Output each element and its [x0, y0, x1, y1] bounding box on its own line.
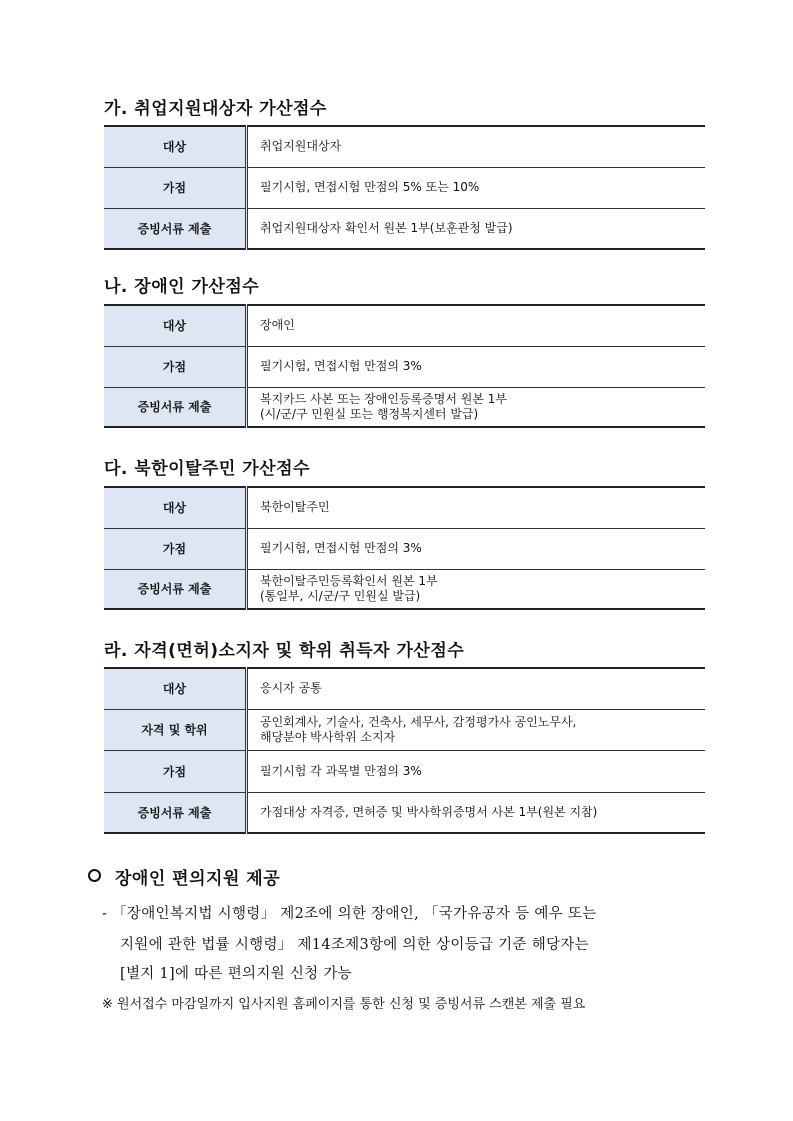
row-label: 대상	[104, 668, 247, 709]
row-value: 북한이탈주민	[260, 500, 330, 515]
section-title-qualifications: 라. 자격(면허)소지자 및 학위 취득자 가산점수	[104, 641, 465, 661]
table-row	[104, 487, 705, 528]
row-label: 대상	[104, 487, 247, 528]
row-label: 가점	[104, 167, 247, 208]
row-value: 필기시험, 면접시험 만점의 5% 또는 10%	[247, 167, 706, 208]
row-label: 가점	[104, 750, 247, 792]
row-label: 자격 및 학위	[104, 709, 247, 750]
table-row	[104, 387, 705, 427]
section-title-defectors: 다. 북한이탈주민 가산점수	[104, 459, 310, 479]
row-value: 필기시험, 면접시험 만점의 3%	[247, 346, 706, 387]
row-value-line-2: (통일부, 시/군/구 민원실 발급)	[260, 588, 421, 603]
table-row	[104, 792, 705, 833]
row-value: 가점대상 자격증, 면허증 및 박사학위증명서 사본 1부(원본 지참)	[247, 792, 706, 833]
table-row	[104, 709, 705, 750]
row-label: 가점	[104, 346, 247, 387]
row-value-line-2: (시/군/구 민원실 또는 행정복지센터 발급)	[260, 406, 479, 421]
row-label: 증빙서류 제출	[104, 792, 247, 833]
table-row	[104, 208, 705, 249]
row-label: 대상	[104, 305, 247, 346]
convenience-line-2: 지원에 관한 법률 시행령」 제14조제3항에 의한 상이등급 기준 해당자는	[120, 937, 589, 953]
table-row	[104, 668, 705, 709]
table-row	[104, 750, 705, 792]
row-value: 필기시험 각 과목별 만점의 3%	[247, 750, 706, 792]
row-value	[247, 387, 706, 427]
row-label: 증빙서류 제출	[104, 387, 247, 427]
row-label: 증빙서류 제출	[104, 208, 247, 249]
veterans-table	[104, 125, 705, 250]
convenience-line-1: - 「장애인복지법 시행령」 제2조에 의한 장애인, 「국가유공자 등 예우 또는	[102, 906, 597, 922]
row-label: 증빙서류 제출	[104, 569, 247, 609]
row-value-line-1: 북한이탈주민등록확인서 원본 1부	[260, 573, 438, 588]
disabled-table	[104, 304, 705, 428]
convenience-note: ※ 원서접수 마감일까지 입사지원 홈페이지를 통한 신청 및 증빙서류 스캔본 제출 필요	[102, 997, 586, 1012]
row-value	[247, 709, 706, 750]
section-title-disabled: 나. 장애인 가산점수	[104, 277, 260, 297]
row-value	[247, 569, 706, 609]
row-value-line-2: 해당분야 박사학위 소지자	[260, 729, 396, 744]
convenience-heading	[88, 864, 280, 889]
row-value-line-1: 공인회계사, 기술사, 건축사, 세무사, 감정평가사 공인노무사,	[260, 714, 577, 729]
table-row	[104, 569, 705, 609]
convenience-line-3: [별지 1]에 따른 편의지원 신청 가능	[120, 966, 352, 982]
row-value-line-1: 복지카드 사본 또는 장애인등록증명서 원본 1부	[260, 391, 507, 406]
table-row	[104, 126, 705, 167]
row-value: 취업지원대상자	[260, 139, 342, 154]
row-label: 가점	[104, 528, 247, 569]
table-row	[104, 167, 705, 208]
row-label: 대상	[104, 126, 247, 167]
table-row	[104, 346, 705, 387]
table-row	[104, 305, 705, 346]
row-value: 필기시험, 면접시험 만점의 3%	[247, 528, 706, 569]
section-title-veterans: 가. 취업지원대상자 가산점수	[104, 99, 327, 119]
circle-bullet-icon	[88, 869, 101, 882]
defectors-table	[104, 486, 705, 610]
row-value: 취업지원대상자 확인서 원본 1부(보훈관청 발급)	[247, 208, 706, 249]
row-value: 응시자 공통	[260, 681, 322, 696]
qualifications-table	[104, 667, 705, 834]
row-value: 장애인	[260, 318, 295, 333]
convenience-title: 장애인 편의지원 제공	[115, 869, 281, 889]
table-row	[104, 528, 705, 569]
